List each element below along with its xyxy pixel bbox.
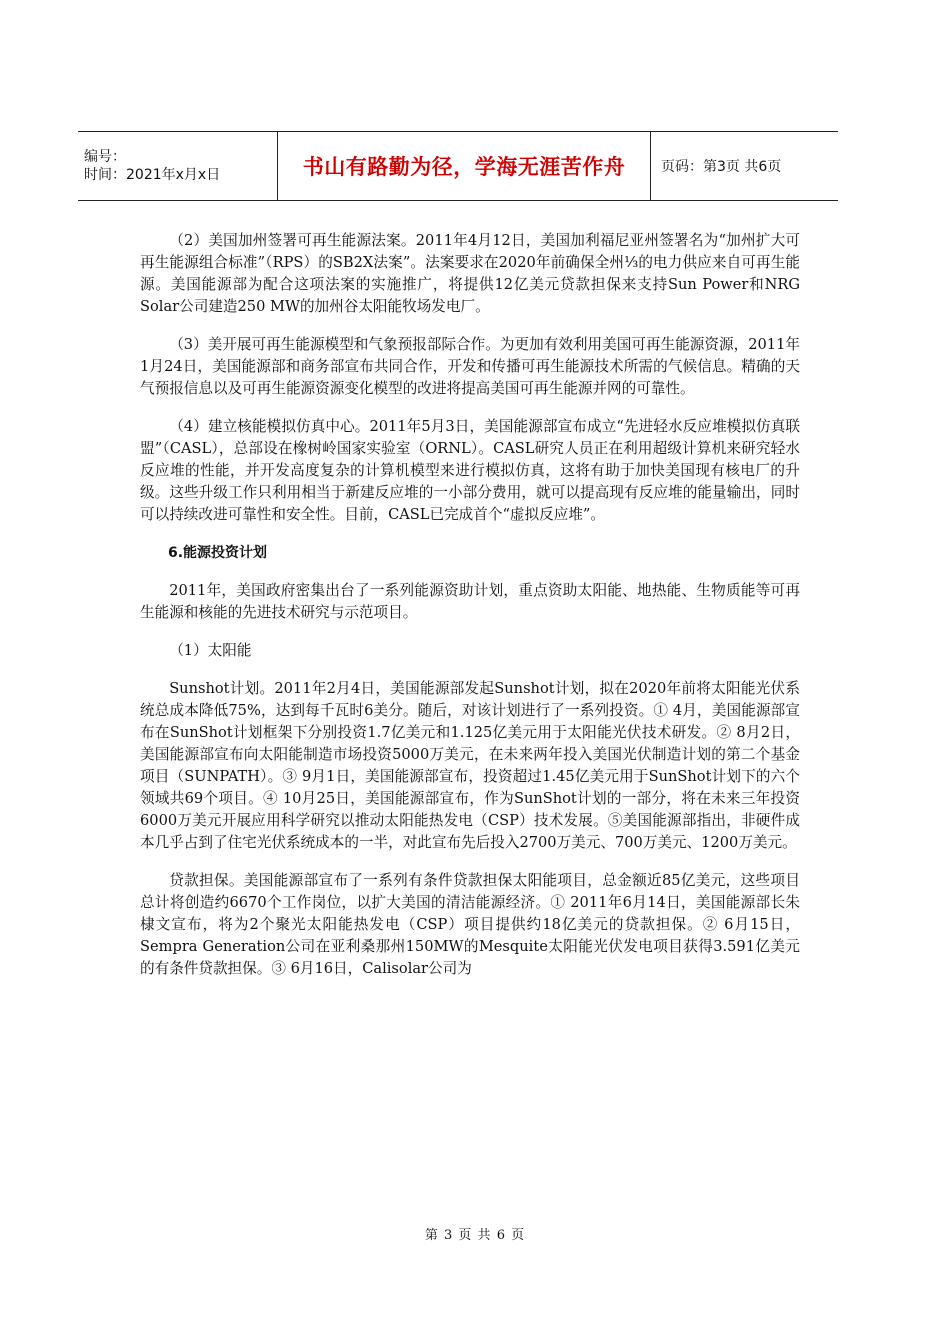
- number-label: 编号：: [84, 149, 126, 165]
- subheading-solar: （1）太阳能: [169, 642, 252, 659]
- section-heading-investment: 6.能源投资计划: [168, 545, 268, 561]
- header-page-info: 页码：第3页 共6页: [661, 159, 782, 175]
- paragraph-california-rps: （2）美国加州签署可再生能源法案。2011年4月12日，美国加利福尼亚州签署名为“加州扩大可再生能源组合标准”（RPS）的SB2X法案”。法案要求在2020年前确保全州⅓的电力供应来自可再生能源。美国能源部为配合这项法案的实施推广，将提供12亿美元贷款担保来支持Sun Power和NRG Solar公司建造250 MW的加州谷太阳能牧场发电厂。: [140, 232, 800, 315]
- paragraph-sunshot: Sunshot计划。2011年2月4日，美国能源部发起Sunshot计划，拟在2020年前将太阳能光伏系统总成本降低75%，达到每千瓦时6美分。随后，对该计划进行了一系列投资。① 4月，美国能源部宣布在SunShot计划框架下分别投资1.7亿美元和1.125亿美元用于太阳能光伏技术研发。② 8月2日，美国能源部宣布向太阳能制造市场投资5000万美元，在未来两年投入美国光伏制造计划的第二个基金项目（SUNPATH）。③ 9月1日，美国能源部宣布，投资超过1.45亿美元用于SunShot计划下的六个领域共69个项目。④ 10月25日，美国能源部宣布，作为SunShot计划的一部分，将在未来三年投资6000万美元开展应用科学研究以推动太阳能热发电（CSP）技术发展。⑤美国能源部指出，非硬件成本几乎占到了住宅光伏系统成本的一半，对此宣布先后投入2700万美元、700万美元、1200万美元。: [140, 680, 800, 851]
- paragraph-nuclear-simulation: （4）建立核能模拟仿真中心。2011年5月3日，美国能源部宣布成立“先进轻水反应堆模拟仿真联盟”（CASL），总部设在橡树岭国家实验室（ORNL）。CASL研究人员正在利用超级计算机来研究轻水反应堆的性能，并开发高度复杂的计算机模型来进行模拟仿真，这将有助于加快美国现有核电厂的升级。这些升级工作只利用相当于新建反应堆的一小部分费用，就可以提高现有反应堆的能量输出，同时可以持续改进可靠性和安全性。目前，CASL已完成首个“虚拟反应堆”。: [140, 418, 800, 523]
- document-body: [140, 230, 800, 996]
- page-footer: 第 3 页 共 6 页: [424, 1228, 526, 1243]
- time-label: 时间：2021年x月x日: [84, 167, 221, 183]
- paragraph-loan-guarantee: 贷款担保。美国能源部宣布了一系列有条件贷款担保太阳能项目，总金额近85亿美元，这些项目总计将创造约6670个工作岗位，以扩大美国的清洁能源经济。① 2011年6月14日，美国能源部长朱棣文宣布，将为2个聚光太阳能热发电（CSP）项目提供约18亿美元的贷款担保。② 6月15日，Sempra Generation公司在亚利桑那州150MW的Mesquite太阳能光伏发电项目获得3.591亿美元的有条件贷款担保。③ 6月16日，Calisolar公司为: [140, 872, 800, 977]
- document-header: [78, 131, 838, 201]
- paragraph-investment-intro: 2011年，美国政府密集出台了一系列能源资助计划，重点资助太阳能、地热能、生物质能等可再生能源和核能的先进技术研究与示范项目。: [140, 582, 800, 621]
- header-meta: [78, 132, 278, 200]
- header-motto: 书山有路勤为径，学海无涯苦作舟: [278, 132, 651, 200]
- paragraph-weather-cooperation: （3）美开展可再生能源模型和气象预报部际合作。为更加有效利用美国可再生能源资源，2011年1月24日，美国能源部和商务部宣布共同合作，开发和传播可再生能源技术所需的气候信息。精确的天气预报信息以及可再生能源资源变化模型的改进将提高美国可再生能源并网的可靠性。: [140, 336, 800, 397]
